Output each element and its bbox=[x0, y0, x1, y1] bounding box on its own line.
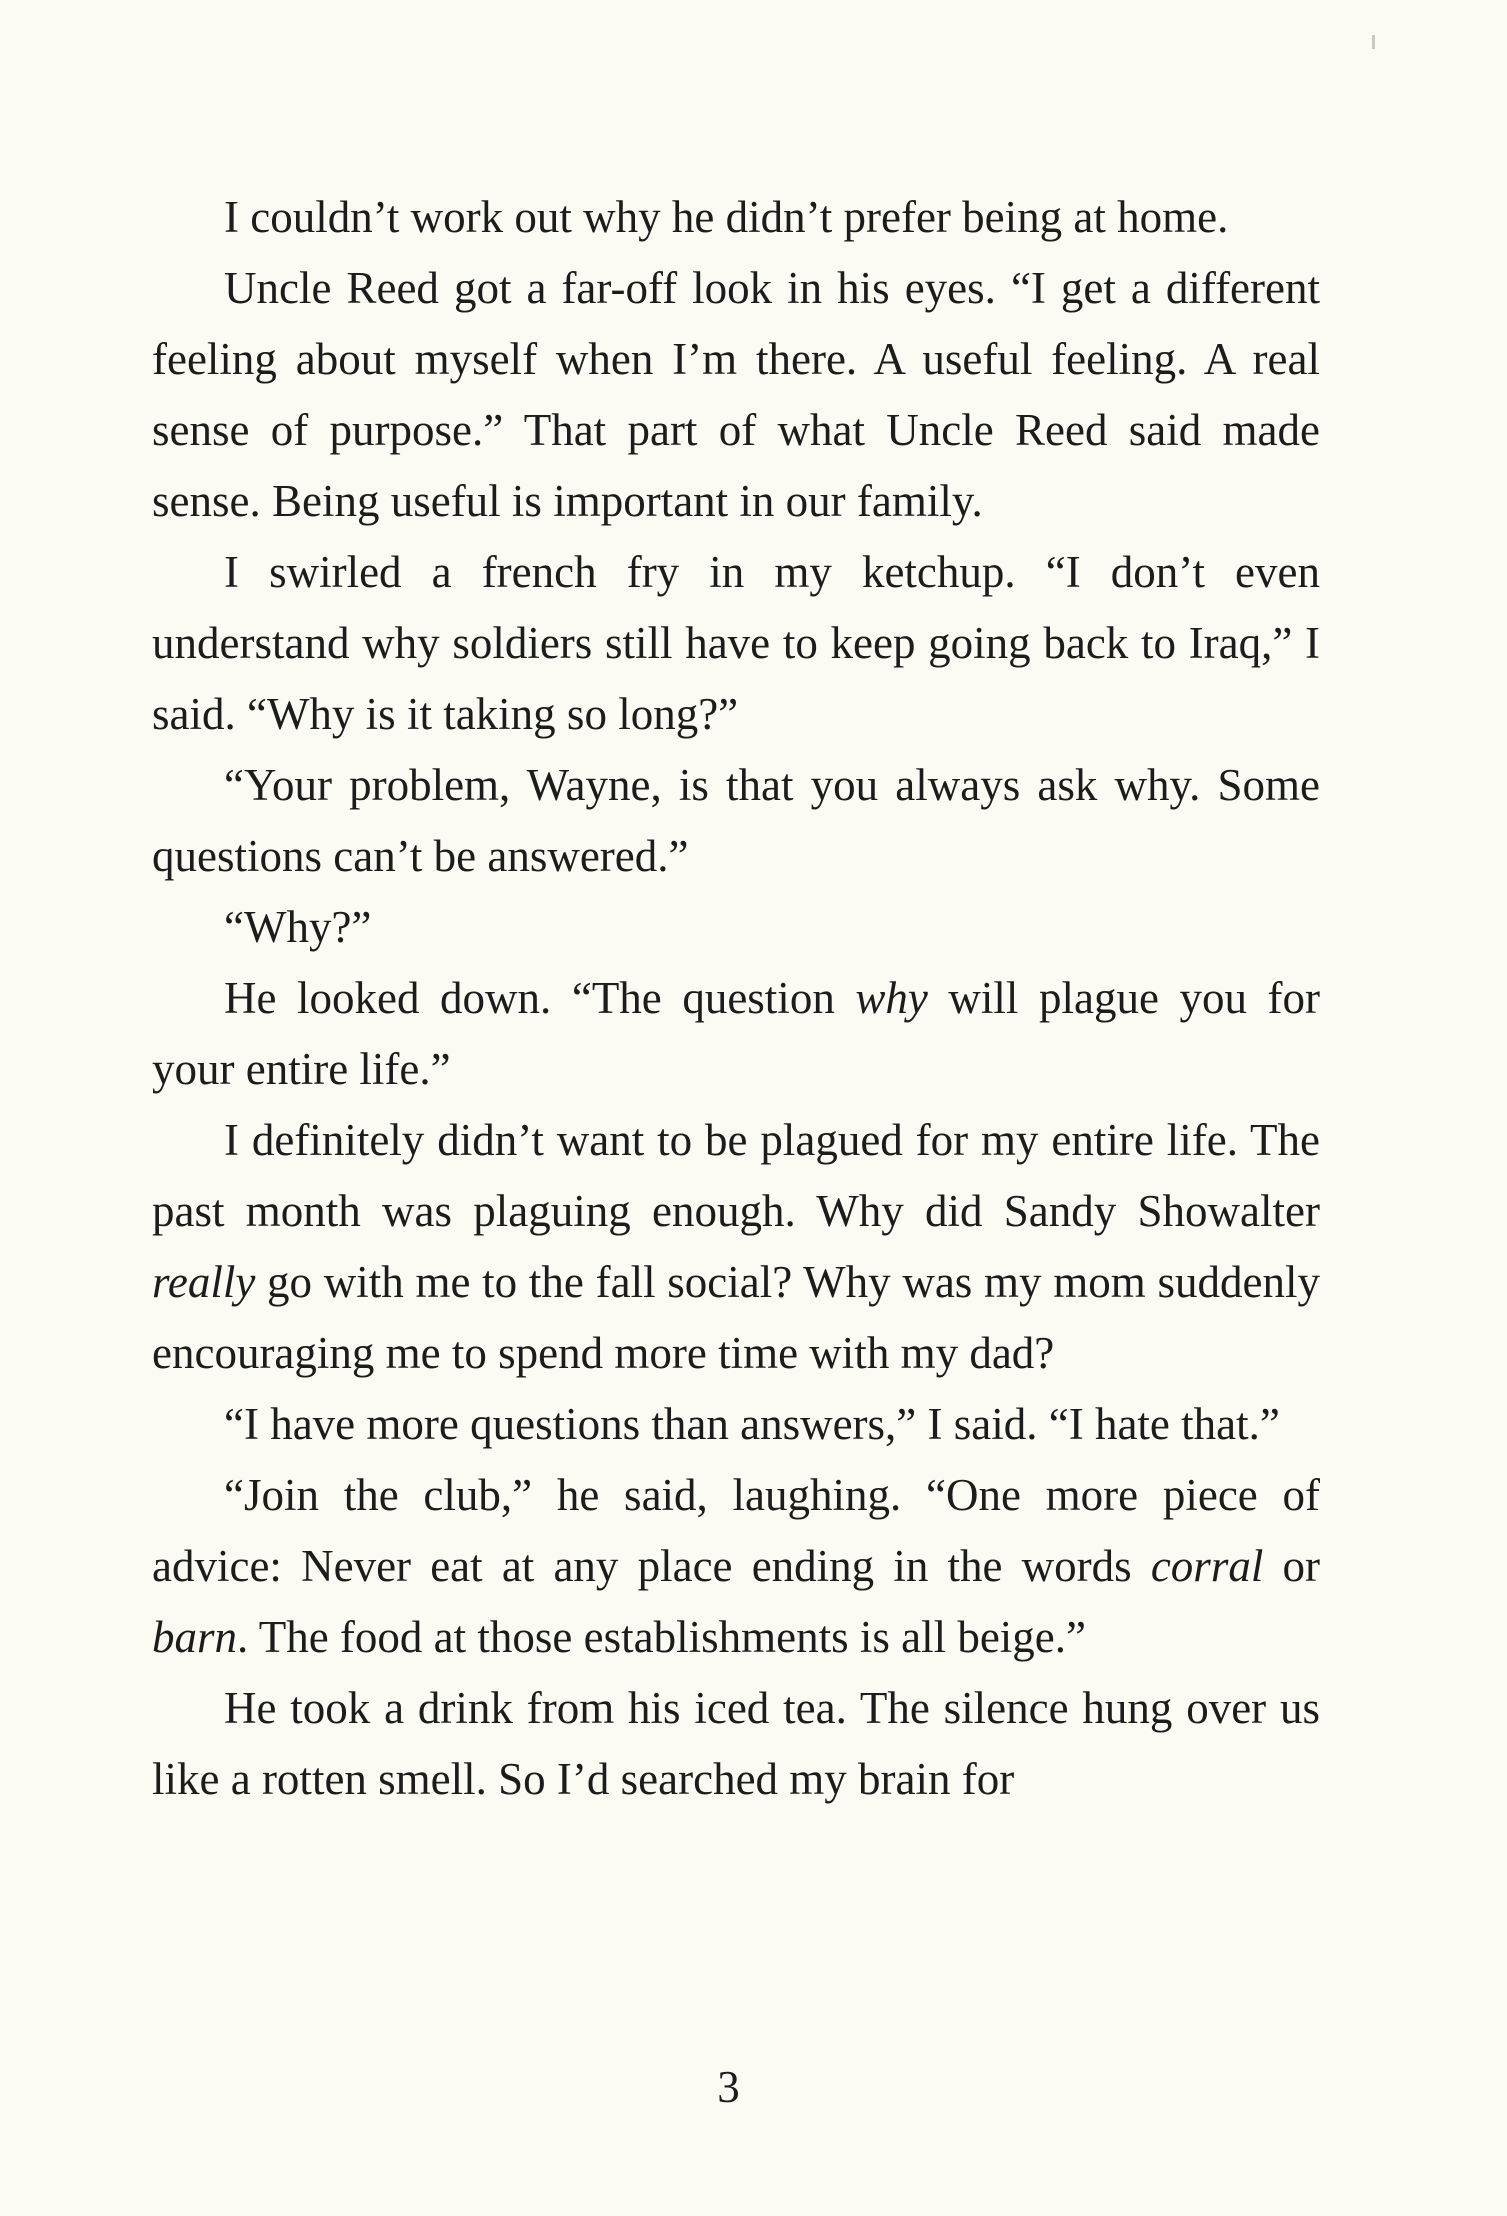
paragraph-6-after: will plague you for your entire life.” bbox=[152, 973, 1320, 1094]
paragraph-2: Uncle Reed got a far-off look in his eyes. “I get a different feeling about myself when I’m there. A useful feeling. A real sense of purpose.” That part of what Uncle Reed said made sense. Being useful is important in our family. bbox=[152, 263, 1320, 526]
paragraph-9-after: . The food at those establishments is all beige.” bbox=[237, 1612, 1086, 1662]
page-number: 3 bbox=[717, 2062, 740, 2112]
paragraph-7-after: go with me to the fall social? Why was my mom suddenly encouraging me to spend more time with my dad? bbox=[152, 1257, 1320, 1378]
paragraph-4: “Your problem, Wayne, is that you always ask why. Some questions can’t be answered.” bbox=[152, 760, 1320, 881]
body-text bbox=[152, 182, 1320, 1815]
paragraph-6 bbox=[152, 963, 1320, 1105]
paragraph-9-italic-2: barn bbox=[152, 1612, 238, 1662]
paragraph-9-italic: corral bbox=[1150, 1541, 1264, 1591]
paragraph-5: “Why?” bbox=[224, 902, 372, 952]
paragraph-9-before: “Join the club,” he said, laughing. “One more piece of advice: Never eat at any place ending in the words bbox=[152, 1470, 1320, 1591]
paragraph-9 bbox=[152, 1460, 1320, 1673]
paragraph-3: I swirled a french fry in my ketchup. “I don’t even understand why soldiers still have to keep going back to Iraq,” I said. “Why is it taking so long?” bbox=[152, 547, 1320, 739]
paragraph-7-italic: really bbox=[152, 1257, 256, 1307]
paragraph-9-middle: or bbox=[1263, 1541, 1320, 1591]
paragraph-8: “I have more questions than answers,” I said. “I hate that.” bbox=[224, 1399, 1280, 1449]
paragraph-10: He took a drink from his iced tea. The silence hung over us like a rotten smell. So I’d searched my brain for bbox=[152, 1683, 1320, 1804]
paragraph-7 bbox=[152, 1105, 1320, 1389]
paragraph-6-italic: why bbox=[855, 973, 928, 1023]
paragraph-1: I couldn’t work out why he didn’t prefer being at home. bbox=[224, 192, 1229, 242]
paragraph-6-before: He looked down. “The question bbox=[224, 973, 856, 1023]
paragraph-7-before: I definitely didn’t want to be plagued for my entire life. The past month was plaguing enough. Why did Sandy Showalter bbox=[152, 1115, 1320, 1236]
scan-mark bbox=[1372, 35, 1375, 49]
